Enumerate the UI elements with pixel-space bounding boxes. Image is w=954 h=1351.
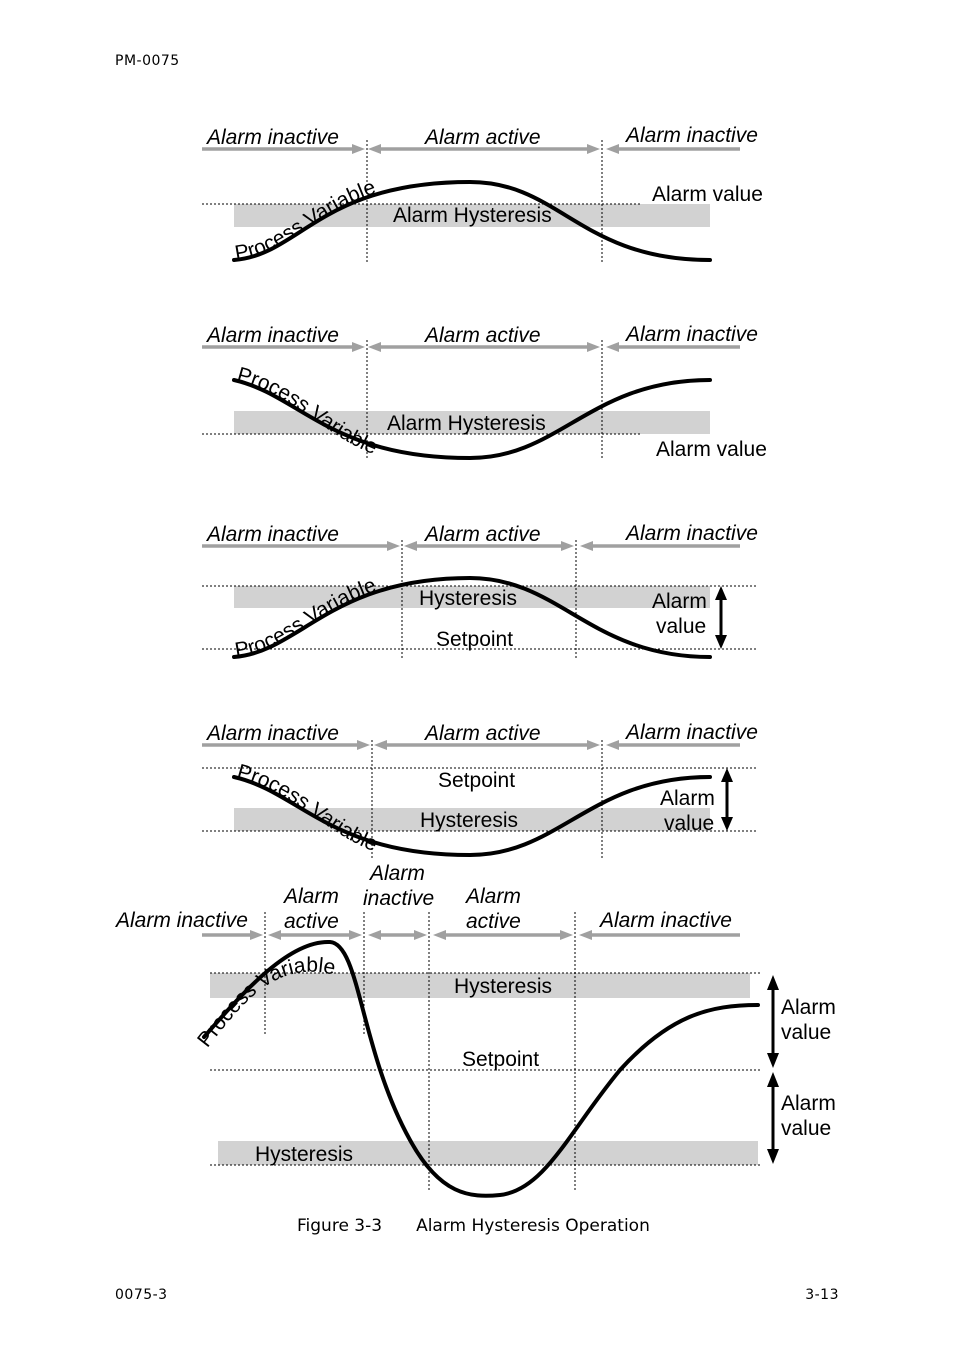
label-alarm-hysteresis: Alarm Hysteresis — [393, 204, 552, 227]
label-alarm-inactive: Alarm inactive — [207, 324, 339, 347]
label-setpoint: Setpoint — [462, 1048, 540, 1071]
label-alarm-hysteresis: Alarm Hysteresis — [387, 412, 546, 435]
label-alarm-inactive: Alarm inactive — [207, 523, 339, 546]
lower-alarm-value-arrow — [767, 1072, 779, 1164]
label-process-variable: Process Variable — [234, 363, 381, 460]
alarm-value-arrow — [715, 586, 727, 649]
label-process-variable: Process Variable — [193, 953, 338, 1052]
label-alarm: Alarm — [284, 885, 339, 908]
figure-number: Figure 3-3 — [297, 1216, 383, 1236]
label-alarm-active: Alarm active — [425, 722, 541, 745]
label-hysteresis: Hysteresis — [419, 587, 518, 610]
label-alarm-inactive: Alarm inactive — [626, 323, 758, 346]
label-alarm: Alarm — [652, 590, 707, 613]
alarm-value-arrow — [721, 768, 733, 831]
upper-alarm-value-arrow — [767, 975, 779, 1068]
document-id: PM-0075 — [115, 53, 180, 69]
label-value: value — [781, 1021, 832, 1044]
label-alarm: Alarm — [370, 862, 425, 885]
label-alarm-inactive: Alarm inactive — [626, 124, 758, 147]
label-alarm: Alarm — [466, 885, 521, 908]
diagram-band-alarm — [114, 862, 836, 1196]
label-alarm-value: Alarm value — [656, 438, 767, 461]
diagram-deviation-high — [202, 522, 758, 662]
label-alarm-inactive: Alarm inactive — [600, 909, 732, 932]
label-alarm: Alarm — [660, 787, 715, 810]
label-process-variable: Process Variable — [233, 573, 380, 662]
label-hysteresis: Hysteresis — [420, 809, 519, 832]
label-alarm-inactive: Alarm inactive — [626, 721, 758, 744]
label-inactive: inactive — [363, 887, 435, 910]
label-hysteresis: Hysteresis — [255, 1143, 354, 1166]
label-alarm-inactive: Alarm inactive — [207, 722, 339, 745]
label-active: active — [466, 910, 521, 933]
label-alarm: Alarm — [781, 1092, 836, 1115]
inactive-arrow — [368, 930, 427, 940]
diagram-deviation-low — [202, 721, 758, 858]
label-value: value — [656, 615, 707, 638]
footer-doc-ref: 0075-3 — [115, 1287, 168, 1303]
label-alarm-inactive: Alarm inactive — [116, 909, 248, 932]
label-value: value — [664, 812, 715, 835]
label-alarm-inactive: Alarm inactive — [626, 522, 758, 545]
diagram-low-alarm — [202, 323, 767, 461]
label-alarm-active: Alarm active — [425, 126, 541, 149]
diagram-high-alarm — [202, 124, 763, 265]
figure-title: Alarm Hysteresis Operation — [416, 1216, 650, 1236]
label-alarm-active: Alarm active — [425, 324, 541, 347]
label-alarm-inactive: Alarm inactive — [207, 126, 339, 149]
label-alarm-value: Alarm value — [652, 183, 763, 206]
page-number: 3-13 — [805, 1287, 839, 1303]
label-process-variable: Process Variable — [233, 175, 379, 266]
label-active: active — [284, 910, 339, 933]
label-process-variable: Process Variable — [234, 760, 381, 857]
label-hysteresis: Hysteresis — [454, 975, 553, 998]
label-setpoint: Setpoint — [436, 628, 514, 651]
label-alarm-active: Alarm active — [425, 523, 541, 546]
label-setpoint: Setpoint — [438, 769, 516, 792]
label-value: value — [781, 1117, 832, 1140]
label-alarm: Alarm — [781, 996, 836, 1019]
